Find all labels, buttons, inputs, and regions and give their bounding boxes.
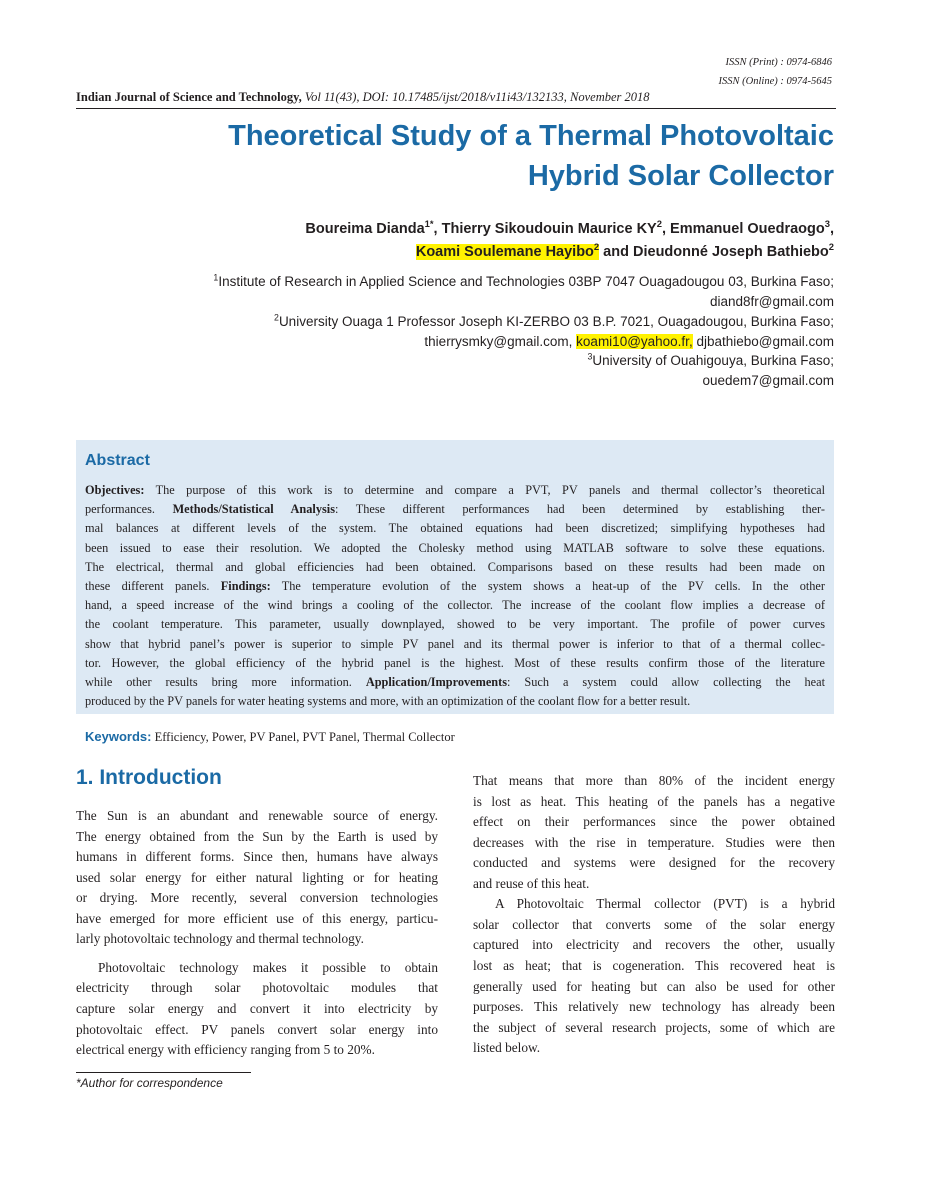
affiliation-2-emails [424,334,834,349]
paragraph-line: electricity through solar photovoltaic modules that [76,980,438,996]
abstract-line: The electrical, thermal and global efficiencies had been obtained. Comparisons based on these results had been made on [85,559,825,574]
paragraph-line: capture solar energy and convert it into electricity by [76,1000,438,1016]
paragraph-line: A Photovoltaic Thermal collector (PVT) is a hybrid [495,896,835,912]
author-sup: 1* [424,218,434,230]
paragraph-line: conducted and systems were designed for the recovery [473,855,835,871]
footnote-rule [76,1072,251,1073]
abstract-line: performances. Methods/Statistical Analysis: These different performances had been determined by establishing ther- [85,502,825,517]
affiliation-3: $^3$University of Ouahigouya, Burkina Faso; [587,351,834,368]
author-list-line-1: Boureima Dianda$^{1*}$, Thierry Sikoudouin Maurice $KY^2$, Emmanuel Ouedraogo$^3$, [305,218,834,237]
abstract-heading: Abstract [85,452,150,469]
author-sup: 2 [828,241,834,253]
paragraph-line: purposes. This relatively new technology has already been [473,999,835,1015]
affiliation-1: $^1$Institute of Research in Applied Science and Technologies 03BP 7047 Ouagadougou 03, Burkina Faso; [213,272,834,289]
paragraph-line: humans in different forms. Since then, humans have always [76,849,438,865]
paragraph-line: larly photovoltaic technology and thermal technology. [76,931,364,947]
paragraph-line: generally used for heating but can also be used for other [473,978,835,994]
section-heading-introduction: 1. Introduction [76,766,222,789]
paragraph-line: electrical energy with efficiency ranging from 5 to 20%. [76,1042,375,1058]
paper-title-line-2: Hybrid Solar Collector [527,160,834,192]
paragraph-line: the subject of several research projects, some of which are [473,1019,835,1035]
paragraph-line: solar collector that converts some of the solar energy [473,916,835,932]
abstract-line: mal balances at different levels of the system. The obtained equations had been discretized; simplifying hypotheses had [85,521,825,536]
paragraph-line: or drying. More recently, several conversion technologies [76,890,438,906]
paragraph-line: captured into electricity and recovers the other, usually [473,937,835,953]
author-name: Thierry Sikoudouin Maurice KY [441,221,657,237]
header-rule [76,108,836,109]
email-link[interactable]: djbathiebo@gmail.com [696,334,834,349]
author-name: Emmanuel Ouedraogo [670,221,825,237]
abstract-line: been issued to ease their resolution. We adopted the Cholesky method using MATLAB software to solve these equations. [85,540,825,555]
journal-citation: Vol 11(43), DOI: 10.17485/ijst/2018/v11i43/132133, November 2018 [304,90,650,104]
paragraph-line: That means that more than 80% of the incident energy [473,773,835,788]
paper-title-line-1: Theoretical Study of a Thermal Photovoltaic [228,120,834,152]
abstract-line: show that hybrid panel’s power is superior to simple PV panel and its thermal power is inferior to that of a thermal collec- [85,636,825,651]
issn-print: ISSN (Print) : 0974-6846 [725,57,832,68]
affiliation-2: $^2$University Ouaga 1 Professor Joseph KI-ZERBO 03 B.P. 7021, Ouagadougou, Burkina Faso; [274,312,834,329]
author-sup: 3 [824,218,830,230]
author-name: Dieudonné Joseph Bathiebo [633,244,829,260]
abstract-line: Objectives: The purpose of this work is to determine and compare a PVT, PV panels and thermal collector’s theoretical [85,483,825,497]
paragraph-line: Photovoltaic technology makes it possible to obtain [98,959,438,975]
keywords [85,729,455,745]
author-list-line-2 [415,241,834,260]
author-name-highlighted: Koami Soulemane Hayibo$^2$ [415,241,600,260]
paragraph-line: listed below. [473,1040,541,1056]
author-sup: 2 [656,218,662,230]
footnote: *Author for correspondence [76,1076,223,1090]
abstract-line: these different panels. Findings: The temperature evolution of the system shows a heat-up of the PV cells. In the other [85,579,825,593]
paragraph-line: is lost as heat. This heating of the panels has a negative [473,793,835,809]
abstract-line: tor. However, the global efficiency of the hybrid panel is the highest. Most of these results confirm those of the literature [85,655,825,670]
email-link-highlighted[interactable]: koami10@yahoo.fr, [576,334,693,349]
affiliation-1-email[interactable]: diand8fr@gmail.com [709,294,834,309]
author-name: Boureima Dianda [305,221,425,237]
journal-name: Indian Journal of Science and Technology, [76,90,302,104]
paragraph-line: photovoltaic effect. PV panels convert solar energy into [76,1021,438,1037]
affiliation-3-email[interactable]: ouedem7@gmail.com [702,373,834,388]
paragraph-line: lost as heat; that is cogeneration. This recovered heat is [473,957,835,973]
paragraph-line: used solar energy for either natural lighting or for heating [76,869,438,885]
abstract-line: the coolant temperature. This parameter, usually downplayed, showed to be very important. The profile of power curves [85,617,825,632]
abstract-line: produced by the PV panels for water heating systems and more, with an optimization of the coolant flow for a better result. [85,694,691,709]
keywords-label: Keywords: [85,729,152,744]
paragraph-line: have emerged for more efficient use of this energy, particu- [76,910,438,926]
email-link[interactable]: thierrysmky@gmail.com, [424,334,573,349]
paragraph-line: effect on their performances since the power obtained [473,814,835,830]
author-connector: and [599,244,633,260]
keywords-text: Efficiency, Power, PV Panel, PVT Panel, Thermal Collector [151,730,455,744]
abstract-line: hand, a speed increase of the wind brings a cooling of the collector. The increase of the coolant flow implies a decrease of [85,598,825,613]
journal-header [76,90,650,105]
paragraph-line: The energy obtained from the Sun by the Earth is used by [76,828,438,844]
paragraph-line: The Sun is an abundant and renewable source of energy. [76,808,438,823]
abstract-line: while other results bring more information. Application/Improvements: Such a system could allow collecting the heat [85,675,825,689]
paragraph-line: decreases with the rise in temperature. Studies were then [473,834,835,850]
paragraph-line: and reuse of this heat. [473,875,590,891]
issn-online: ISSN (Online) : 0974-5645 [718,76,832,87]
